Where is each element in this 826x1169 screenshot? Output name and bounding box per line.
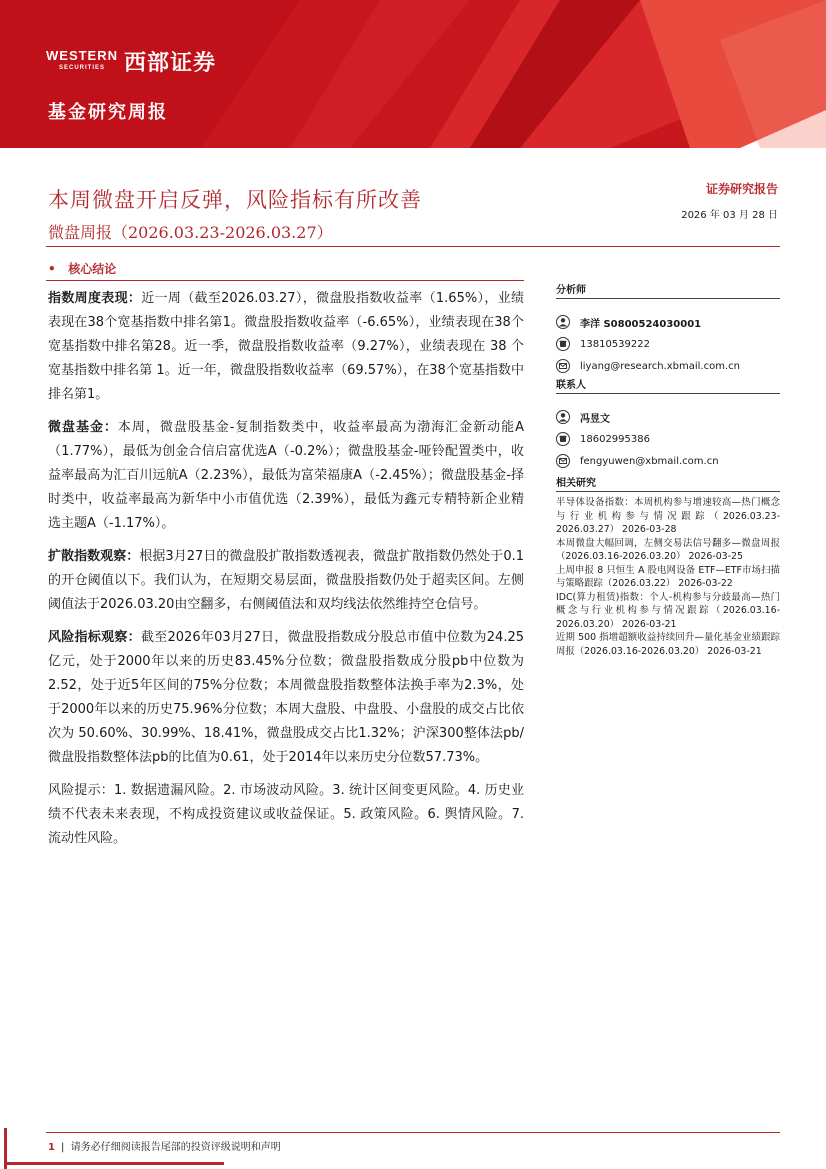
- paragraph-risk-warning: 风险提示：1. 数据遗漏风险。2. 市场波动风险。3. 统计区间变更风险。4. 历史业绩不代表未来表现，不构成投资建议或收益保证。5. 政策风险。6. 舆情风险。7. 流动性风险。: [48, 783, 524, 846]
- phone-icon: [556, 337, 570, 351]
- logo-en: WESTERN SECURITIES: [46, 47, 118, 71]
- page-number: 1: [48, 1142, 55, 1153]
- corner-mark-horizontal: [4, 1162, 224, 1165]
- analyst-heading: 分析师: [556, 281, 780, 299]
- report-type: 证券研究报告: [705, 182, 778, 196]
- report-date: 2026 年 03 月 28 日: [681, 210, 778, 221]
- footer-disclaimer: 请务必仔细阅读报告尾部的投资评级说明和声明: [70, 1142, 281, 1153]
- title-divider: [46, 246, 780, 247]
- contact-heading: 联系人: [556, 376, 780, 394]
- person-icon: [556, 410, 570, 424]
- contact-name-row: 冯昱文: [556, 406, 780, 428]
- paragraph-micro-funds: 微盘基金：本周，微盘股基金-复制指数类中，收益率最高为渤海汇金新动能A（1.77%），最低为创金合信启富优选A（-0.2%）；微盘股基金-哑铃配置类中，收益率最高为汇百川远航A（2.23%），最低为富荣福康A（-2.45%）；微盘股基金-择时类中，收益率最高为新华中小市值优选（2.39%），最低为鑫元专精特新企业精选主题A（-1.17%）。: [48, 420, 524, 531]
- phone-icon: [556, 432, 570, 446]
- header-banner: [0, 0, 826, 148]
- company-logo: [46, 46, 216, 77]
- report-subtitle: 微盘周报（2026.03.23-2026.03.27）: [48, 223, 333, 242]
- analyst-name-row: 李洋 S0800524030001: [556, 311, 780, 333]
- logo-cn: 西部证券: [124, 51, 217, 76]
- contact-email-row[interactable]: fengyuwen@xbmail.com.cn: [556, 450, 780, 472]
- related-item[interactable]: 半导体设备指数：本周机构参与增速较高—热门概念与行业机构参与情况跟踪（2026.03.23-2026.03.27） 2026-03-28: [556, 497, 780, 535]
- email-icon: [556, 454, 570, 468]
- report-series: 基金研究周报: [48, 102, 168, 123]
- email-icon: [556, 359, 570, 373]
- contact-section: [556, 376, 780, 472]
- core-divider: [46, 280, 524, 281]
- analyst-section: [556, 281, 780, 377]
- main-body: [48, 287, 524, 860]
- footer-divider: [46, 1132, 780, 1133]
- related-item[interactable]: 本周微盘大幅回调，左侧交易法信号翻多—微盘周报（2026.03.16-2026.03.20） 2026-03-25: [556, 537, 780, 562]
- paragraph-diffusion-index: 扩散指数观察：根据3月27日的微盘股扩散指数透视表，微盘扩散指数仍然处于0.1的开仓阈值以下。我们认为，在短期交易层面，微盘股指数仍处于超卖区间。左侧阈值法于2026.03.20由空翻多，右侧阈值法和双均线法依然维持空仓信号。: [48, 549, 524, 612]
- contact-phone-row: 18602995386: [556, 428, 780, 450]
- person-icon: [556, 315, 570, 329]
- related-list: [556, 496, 780, 658]
- footer: [48, 1138, 281, 1153]
- report-title: 本周微盘开启反弹，风险指标有所改善: [48, 188, 422, 212]
- paragraph-risk-indicators: 风险指标观察：截至2026年03月27日，微盘股指数成分股总市值中位数为24.25亿元，处于2000年以来的历史83.45%分位数；微盘股指数成分股pb中位数为2.52，处于近5年区间的75%分位数；本周微盘股指数整体法换手率为2.3%，处于2000年以来的历史75.96%分位数；本周大盘股、中盘股、小盘股的成交占比依次为 50.60%、30.99%、18.41%，微盘股成交占比1.32%；沪深300整体法pb/微盘股指数整体法pb的比值为0.61，处于2014年以来历史分位数57.73%。: [48, 630, 524, 765]
- related-item[interactable]: 近期 500 指增超额收益持续回升—量化基金业绩跟踪周报（2026.03.16-2026.03.20） 2026-03-21: [556, 632, 780, 657]
- related-research-section: [556, 474, 780, 658]
- related-heading: 相关研究: [556, 474, 780, 492]
- paragraph-index-performance: 指数周度表现：近一周（截至2026.03.27），微盘股指数收益率（1.65%），业绩表现在38个宽基指数中排名第1。微盘股指数收益率（-6.65%），业绩表现在38个宽基指数中排名第28。近一季，微盘股指数收益率（9.27%），业绩表现在 38 个宽基指数中排名第 1。近一年，微盘股指数收益率（69.57%），在38个宽基指数中排名第1。: [48, 291, 524, 402]
- related-item[interactable]: 上周申报 8 只恒生 A 股电网设备 ETF—ETF市场扫描与策略跟踪（2026.03.22） 2026-03-22: [556, 564, 780, 589]
- core-heading: • 核心结论: [48, 262, 117, 276]
- analyst-phone-row: 13810539222: [556, 333, 780, 355]
- analyst-email-row[interactable]: liyang@research.xbmail.com.cn: [556, 355, 780, 377]
- bullet-icon: •: [48, 262, 56, 276]
- footer-separator: |: [60, 1142, 71, 1153]
- related-item[interactable]: IDC(算力租赁)指数：个人-机构参与分歧最高—热门概念与行业机构参与情况跟踪（2026.03.16-2026.03.20） 2026-03-21: [556, 591, 780, 630]
